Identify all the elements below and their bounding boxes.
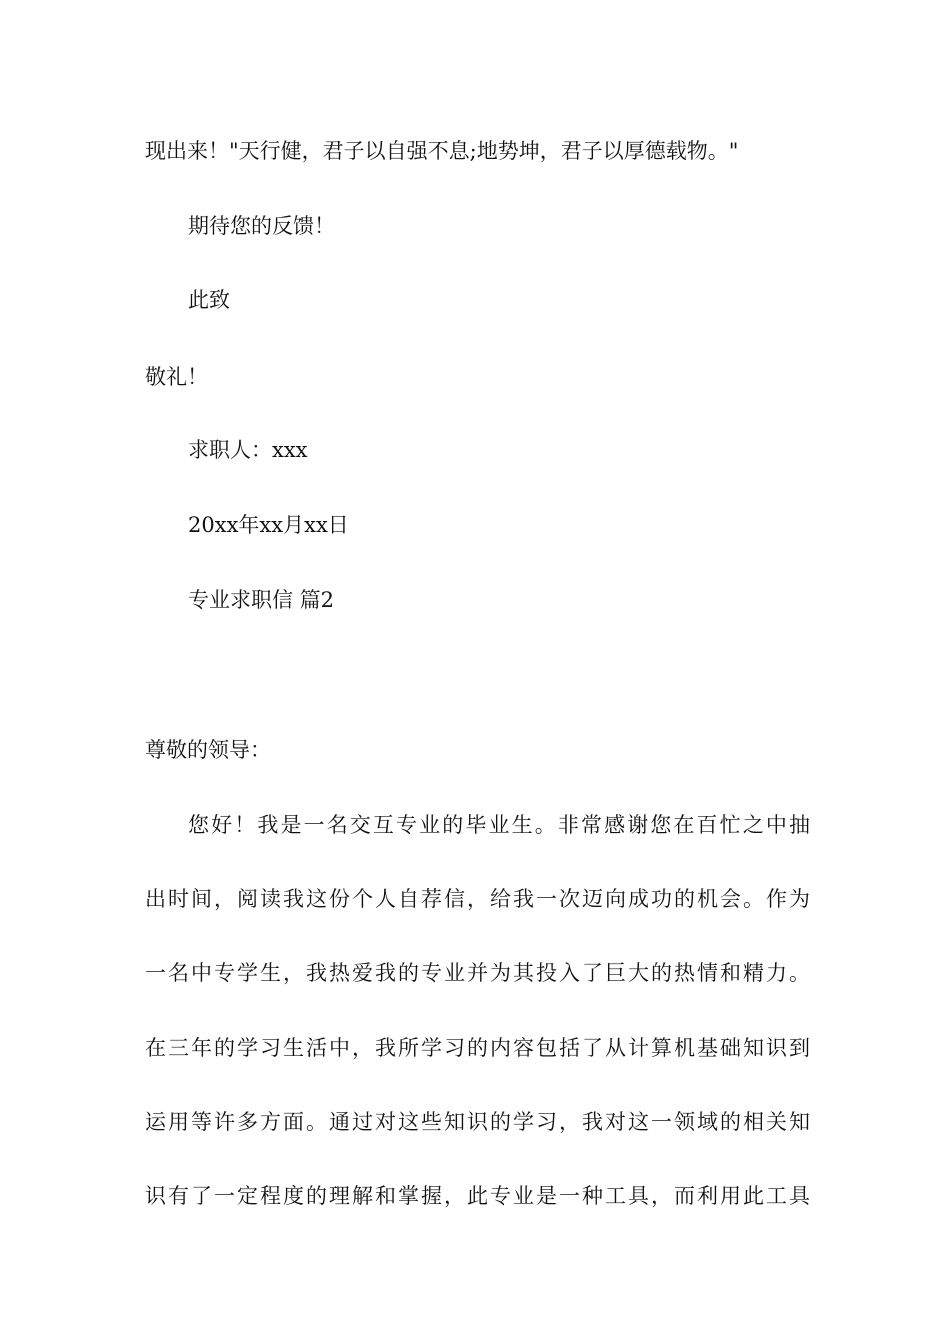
body-line: 出时间，阅读我这份个人自荐信，给我一次迈向成功的机会。作为 [145, 887, 810, 911]
date: 20xx年xx月xx日 [188, 513, 349, 537]
salutation-cizhi: 此致 [188, 288, 230, 312]
greeting: 尊敬的领导： [145, 738, 271, 762]
salutation-jingli: 敬礼！ [145, 365, 208, 389]
body-line: 您好！我是一名交互专业的毕业生。非常感谢您在百忙之中抽 [188, 813, 810, 837]
closing-wish: 期待您的反馈！ [188, 214, 335, 238]
body-line: 一名中专学生，我热爱我的专业并为其投入了巨大的热情和精力。 [145, 961, 810, 985]
section-title: 专业求职信 篇2 [188, 588, 335, 612]
body-line: 识有了一定程度的理解和掌握，此专业是一种工具，而利用此工具 [145, 1184, 810, 1208]
body-line: 运用等许多方面。通过对这些知识的学习，我对这一领域的相关知 [145, 1110, 810, 1134]
quote-line: 现出来！"天行健，君子以自强不息;地势坤，君子以厚德载物。" [145, 139, 739, 163]
body-line: 在三年的学习生活中，我所学习的内容包括了从计算机基础知识到 [145, 1036, 810, 1060]
signature: 求职人：xxx [188, 438, 308, 462]
